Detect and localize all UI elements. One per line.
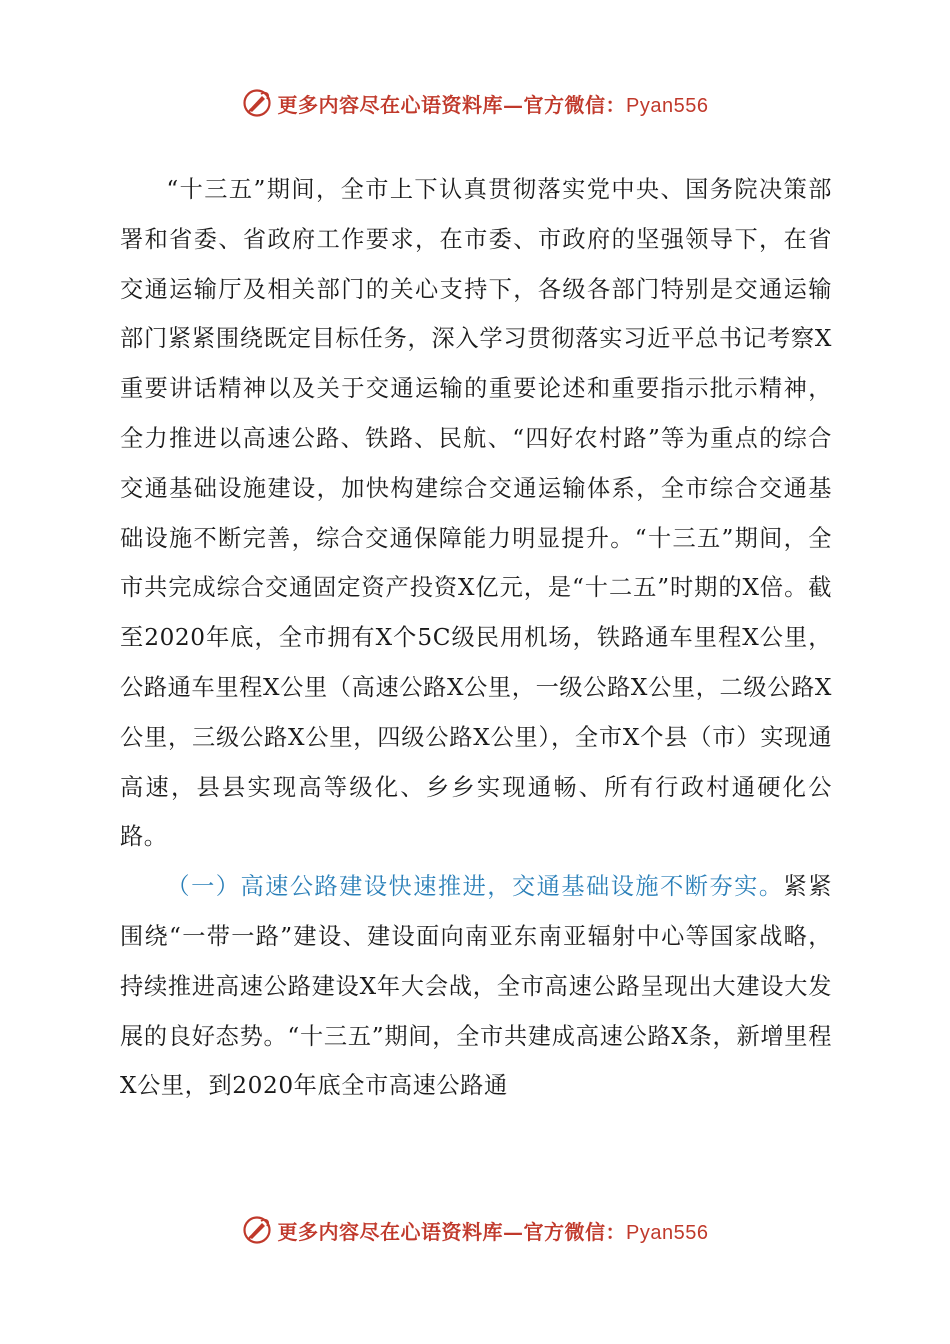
watermark-brand: 更多内容尽在心语资料库 xyxy=(277,92,504,117)
quill-logo-icon xyxy=(242,88,272,118)
watermark-dash: — xyxy=(503,1219,524,1244)
paragraph-intro: “十三五”期间，全市上下认真贯彻落实党中央、国务院决策部署和省委、省政府工作要求，在市委、市政府的坚强领导下，在省交通运输厅及相关部门的关心支持下，各级各部门特别是交通运输部门紧紧围绕既定目标任务，深入学习贯彻落实习近平总书记考察X重要讲话精神以及关于交通运输的重要论述和重要指示批示精神，全力推进以高速公路、铁路、民航、“四好农村路”等为重点的综合交通基础设施建设，加快构建综合交通运输体系，全市综合交通基础设施不断完善，综合交通保障能力明显提升。“十三五”期间，全市共完成综合交通固定资产投资X亿元，是“十二五”时期的X倍。截至2020年底，全市拥有X个5C级民用机场，铁路通车里程X公里，公路通车里程X公里（高速公路X公里，一级公路X公里，二级公路X公里，三级公路X公里，四级公路X公里），全市X个县（市）实现通高速，县县实现高等级化、乡乡实现通畅、所有行政村通硬化公路。 xyxy=(120,176,832,851)
quill-logo-icon xyxy=(242,1215,272,1245)
watermark-wechat-id: Pyan556 xyxy=(626,94,709,117)
paragraph-section-1 xyxy=(120,862,832,1111)
section-1-text: 紧紧围绕“一带一路”建设、建设面向南亚东南亚辐射中心等国家战略，持续推进高速公路建设X年大会战，全市高速公路呈现出大建设大发展的良好态势。“十三五”期间，全市共建成高速公路X条，新增里程X公里，到2020年底全市高速公路通 xyxy=(120,873,833,1100)
watermark-brand: 更多内容尽在心语资料库 xyxy=(277,1219,504,1244)
watermark-wechat-label: 官方微信： xyxy=(523,92,627,117)
watermark-text xyxy=(278,1216,709,1245)
watermark-wechat-id: Pyan556 xyxy=(626,1221,709,1244)
document-body xyxy=(120,165,832,1111)
section-heading-1: （一）高速公路建设快速推进，交通基础设施不断夯实。 xyxy=(166,873,784,901)
watermark-dash: — xyxy=(503,92,524,117)
watermark-text xyxy=(278,89,709,118)
watermark-footer xyxy=(0,1210,950,1250)
watermark-wechat-label: 官方微信： xyxy=(523,1219,627,1244)
watermark-header xyxy=(0,83,950,123)
